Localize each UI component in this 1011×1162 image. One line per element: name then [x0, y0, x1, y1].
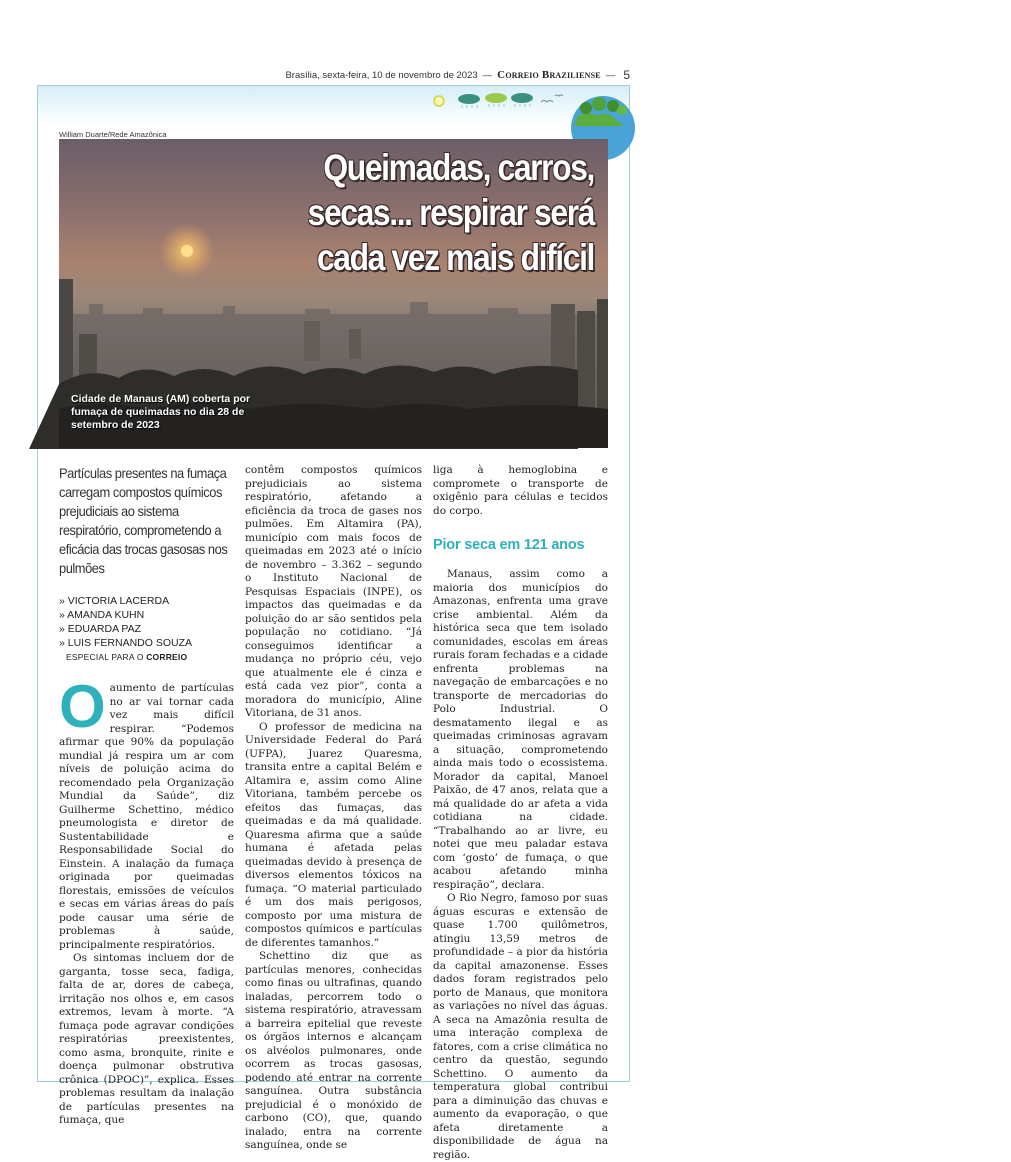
lead-paragraph: Partículas presentes na fumaça carregam compostos químicos prejudiciais ao sistema respiratório, comprometendo a eficácia das trocas gasosas nos pulmões [59, 465, 228, 576]
headline [308, 145, 594, 280]
page-frame [37, 85, 630, 1161]
page-number: 5 [623, 68, 630, 82]
paragraph-text: aumento de partículas no ar vai tornar cada vez mais difícil respirar. “Podemos afirmar que 90% da população mundial já respira um ar com níveis de poluição acima do recomendado pela Organização Mundial da Saúde”, diz Guilherme Schettino, médico pneumologista e diretor de Sustentabilidade e Responsabilidade Social do Einstein. A inalação da fumaça originada por queimadas florestais, emissões de veículos e secas em várias áreas do país pode causar uma série de problemas à saúde, principalmente respiratórios. [59, 682, 234, 951]
running-head [285, 66, 630, 84]
header-illustration [38, 86, 629, 124]
byline-tag [66, 650, 234, 664]
headline-line: Queimadas, carros, [323, 147, 594, 188]
byline-tag-prefix: ESPECIAL PARA O [66, 652, 144, 662]
bylines [59, 594, 234, 664]
dateline: Brasília, sexta-feira, 10 de novembro de 2023 [285, 69, 478, 81]
cloud-icon [485, 93, 507, 107]
article-body-start [59, 673, 234, 1128]
paragraph: contêm compostos químicos prejudiciais ao sistema respiratório, afetando a eficiência da troca de gases nos pulmões. Em Altamira (PA), município com mais focos de queimadas em 2023 até o início de novembro – 3.362 – segundo o Instituto Nacional de Pesquisas Espaciais (INPE), os impactos das queimadas e da poluição do ar são sentidos pela população no cotidiano. “Já conseguimos identificar a mudança no próprio céu, vejo que atualmente ele é cinza e está cada vez pior”, conta a moradora do município, Aline Vitoriana, de 31 anos. [245, 464, 422, 719]
paragraph: Os sintomas incluem dor de garganta, tosse seca, fadiga, falta de ar, dores de cabeça, irritação nos olhos e, em casos extremos, levam à morte. “A fumaça pode agravar condições respiratórias preexistentes, como asma, bronquite, rinite e doença pulmonar obstrutiva crônica (DPOC)”, explica. Esses problemas resultam da inalação de partículas presentes na fumaça, que [59, 952, 234, 1126]
sun-icon [434, 96, 444, 106]
lead-photo [59, 139, 608, 448]
byline: » VICTORIA LACERDA [59, 595, 170, 607]
photo-caption: Cidade de Manaus (AM) coberta por fumaça de queimadas no dia 28 de setembro de 2023 [71, 393, 251, 431]
subheading: Pior seca em 121 anos [433, 537, 585, 553]
newspaper-name: Correio Braziliense [497, 69, 601, 81]
byline: » EDUARDA PAZ [59, 623, 142, 635]
separator: — [482, 69, 493, 81]
headline-line: cada vez mais difícil [316, 237, 594, 278]
bird-icon [541, 95, 563, 102]
column-2 [245, 464, 422, 1153]
photo-credit: William Duarte/Rede Amazônica [59, 130, 167, 139]
paragraph: Manaus, assim como a maioria dos municípios do Amazonas, enfrenta uma grave crise ambiental. Além da histórica seca que tem isolado comunidades, escolas em áreas rurais foram fechadas e a cidade enfrenta problemas na navegação de embarcações e no transporte de mercadorias do Polo Industrial. O desmatamento ilegal e as queimadas criminosas agravam a situação, comprometendo ainda mais todo o ecossistema. Morador da capital, Manoel Paixão, de 47 anos, relata que a má qualidade do ar afeta a vida cotidiana na cidade. “Trabalhando ao ar livre, eu notei que meu paladar estava com ‘gosto’ de fumaça, o que acabou afetando minha respiração”, declara. [433, 568, 608, 891]
paragraph [59, 673, 234, 952]
paragraph: liga à hemoglobina e compromete o transporte de oxigênio para células e tecidos do corpo. [433, 464, 608, 517]
byline: » AMANDA KUHN [59, 609, 145, 621]
byline-tag-paper: CORREIO [146, 652, 188, 662]
paragraph: O Rio Negro, famoso por suas águas escuras e extensão de quase 1.700 quilômetros, atingiu 13,59 metros de profundidade – a pior da história da capital amazonense. Esses dados foram registrados pelo porto de Manaus, que monitora as variações no nível das águas. A seca na Amazônia resulta de uma interação complexa de fatores, com a crise climática no centro da questão, segundo Schettino. O aumento da temperatura global contribui para a diminuição das chuvas e aumento da evaporação, o que afeta diretamente a disponibilidade de água na região. [433, 892, 608, 1161]
decorative-header-band [38, 86, 629, 124]
drop-cap: O [59, 673, 106, 740]
paragraph: O professor de medicina na Universidade Federal do Pará (UFPA), Juarez Quaresma, transita entre a capital Belém e Altamira e, assim como Aline Vitoriana, também percebe os efeitos das fumaças, das queimadas e da má qualidade. Quaresma afirma que a saúde humana é afetada pelas queimadas devido à presença de diversos elementos tóxicos na fumaça. “O material particulado é um dos mais perigosos, composto por uma mistura de compostos químicos e partículas de diferentes tamanhos.” [245, 720, 422, 949]
column-1 [59, 464, 234, 1128]
column-3 [433, 464, 608, 1162]
cloud-icon [458, 94, 480, 108]
separator: — [605, 69, 616, 81]
byline: » LUIS FERNANDO SOUZA [59, 637, 193, 649]
paragraph: Schettino diz que as partículas menores, conhecidas como finas ou ultrafinas, quando inaladas, percorrem todo o sistema respiratório, atravessam a barreira epitelial que reveste os órgãos internos e alcançam os alvéolos pulmonares, onde ocorrem as trocas gasosas, podendo até entrar na corrente sanguínea. Outra substância prejudicial é o monóxido de carbono (CO), que, quando inalado, entra na corrente sanguínea, onde se [245, 950, 422, 1151]
cloud-icon [511, 93, 533, 107]
headline-line: secas... respirar será [307, 192, 594, 233]
sun [181, 245, 193, 257]
